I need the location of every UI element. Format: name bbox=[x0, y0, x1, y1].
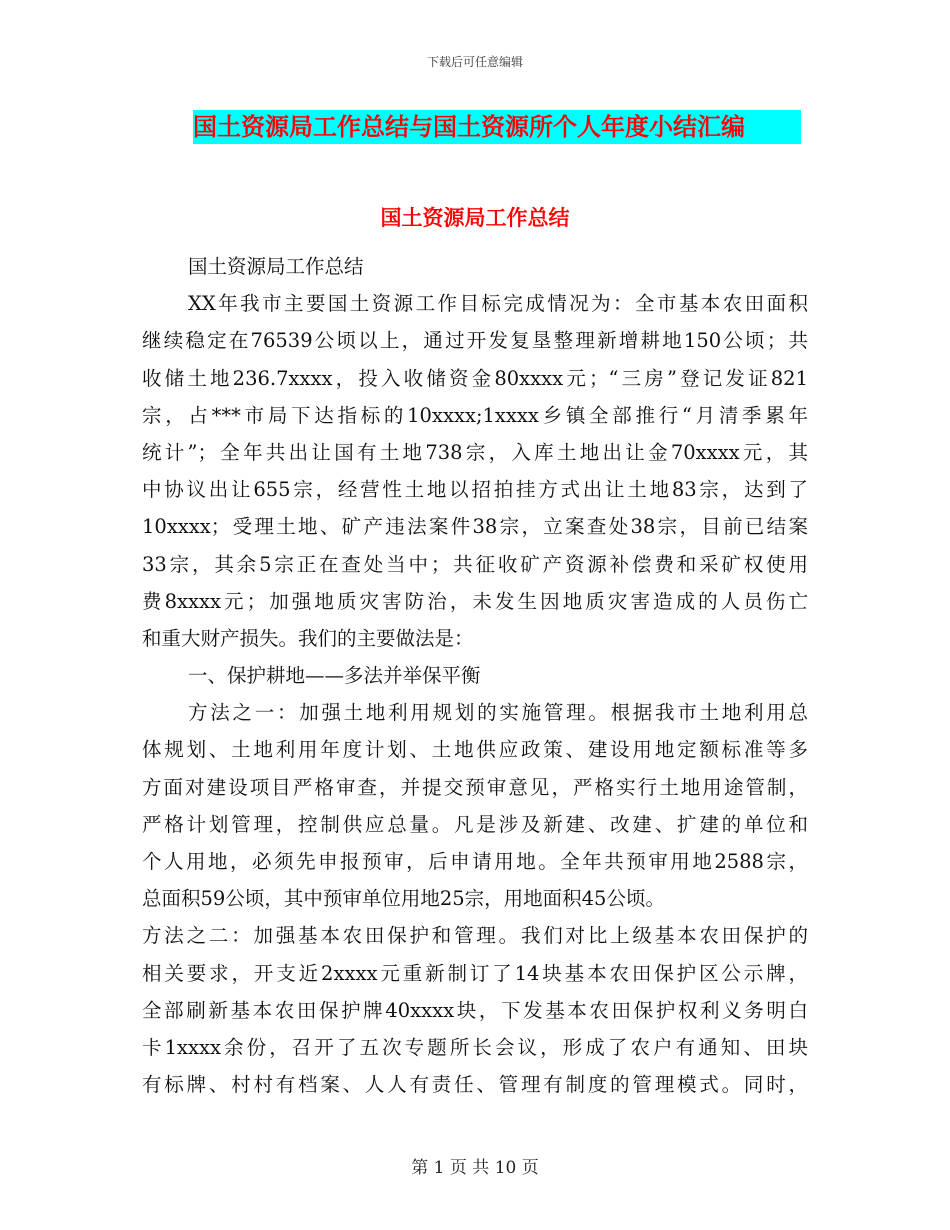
body-line: 相关要求，开支近2xxxx元重新制订了14块基本农田保护区公示牌， bbox=[142, 961, 808, 985]
body-line: 严格计划管理，控制供应总量。凡是涉及新建、改建、扩建的单位和 bbox=[142, 812, 808, 836]
body-line: 方面对建设项目严格审查，并提交预审意见，严格实行土地用途管制， bbox=[142, 775, 808, 799]
header-note: 下载后可任意编辑 bbox=[426, 55, 523, 69]
body-line: 卡1xxxx余份，召开了五次专题所长会议，形成了农户有通知、田块 bbox=[142, 1035, 808, 1059]
page-number: 第 1 页 共 10 页 bbox=[411, 1158, 539, 1178]
body-line: 有标牌、村村有档案、人人有责任、管理有制度的管理模式。同时， bbox=[142, 1073, 808, 1097]
section-title: 国土资源局工作总结 bbox=[380, 206, 570, 230]
body-line: 体规划、土地利用年度计划、土地供应政策、建设用地定额标准等多 bbox=[142, 738, 808, 762]
body-line: 方法之一：加强土地利用规划的实施管理。根据我市土地利用总 bbox=[188, 701, 808, 725]
body-line: 总面积59公顷，其中预审单位用地25宗，用地面积45公顷。 bbox=[142, 887, 665, 911]
body-line: 33宗，其余5宗正在查处当中；共征收矿产资源补偿费和采矿权使用 bbox=[142, 552, 808, 576]
body-line: 国土资源局工作总结 bbox=[188, 255, 364, 278]
body-line: XX年我市主要国土资源工作目标完成情况为：全市基本农田面积 bbox=[188, 292, 808, 316]
body-line: 一、保护耕地——多法并举保平衡 bbox=[188, 664, 481, 688]
body-line: 全部刷新基本农田保护牌40xxxx块，下发基本农田保护权利义务明白 bbox=[142, 998, 808, 1022]
body-line: 10xxxx；受理土地、矿产违法案件38宗，立案查处38宗，目前已结案 bbox=[142, 515, 808, 539]
body-line: 方法之二：加强基本农田保护和管理。我们对比上级基本农田保护的 bbox=[142, 924, 808, 948]
body-line: 中协议出让655宗，经营性土地以招拍挂方式出让土地83宗，达到了 bbox=[142, 478, 808, 502]
body-line: 统计”；全年共出让国有土地738宗，入库土地出让金70xxxx元，其 bbox=[142, 440, 808, 464]
body-line: 费8xxxx元；加强地质灾害防治，未发生因地质灾害造成的人员伤亡 bbox=[142, 589, 808, 613]
body-line: 和重大财产损失。我们的主要做法是： bbox=[142, 626, 474, 650]
body-line: 宗，占***市局下达指标的10xxxx;1xxxx乡镇全部推行“月清季累年 bbox=[142, 403, 808, 427]
document-title: 国土资源局工作总结与国土资源所个人年度小结汇编 bbox=[193, 110, 801, 144]
body-line: 继续稳定在76539公顷以上，通过开发复垦整理新增耕地150公顷；共 bbox=[142, 329, 808, 353]
body-line: 个人用地，必须先申报预审，后申请用地。全年共预审用地2588宗， bbox=[142, 850, 808, 873]
document-body bbox=[142, 248, 808, 1103]
body-line: 收储土地236.7xxxx，投入收储资金80xxxx元；“三房”登记发证821 bbox=[142, 366, 808, 390]
